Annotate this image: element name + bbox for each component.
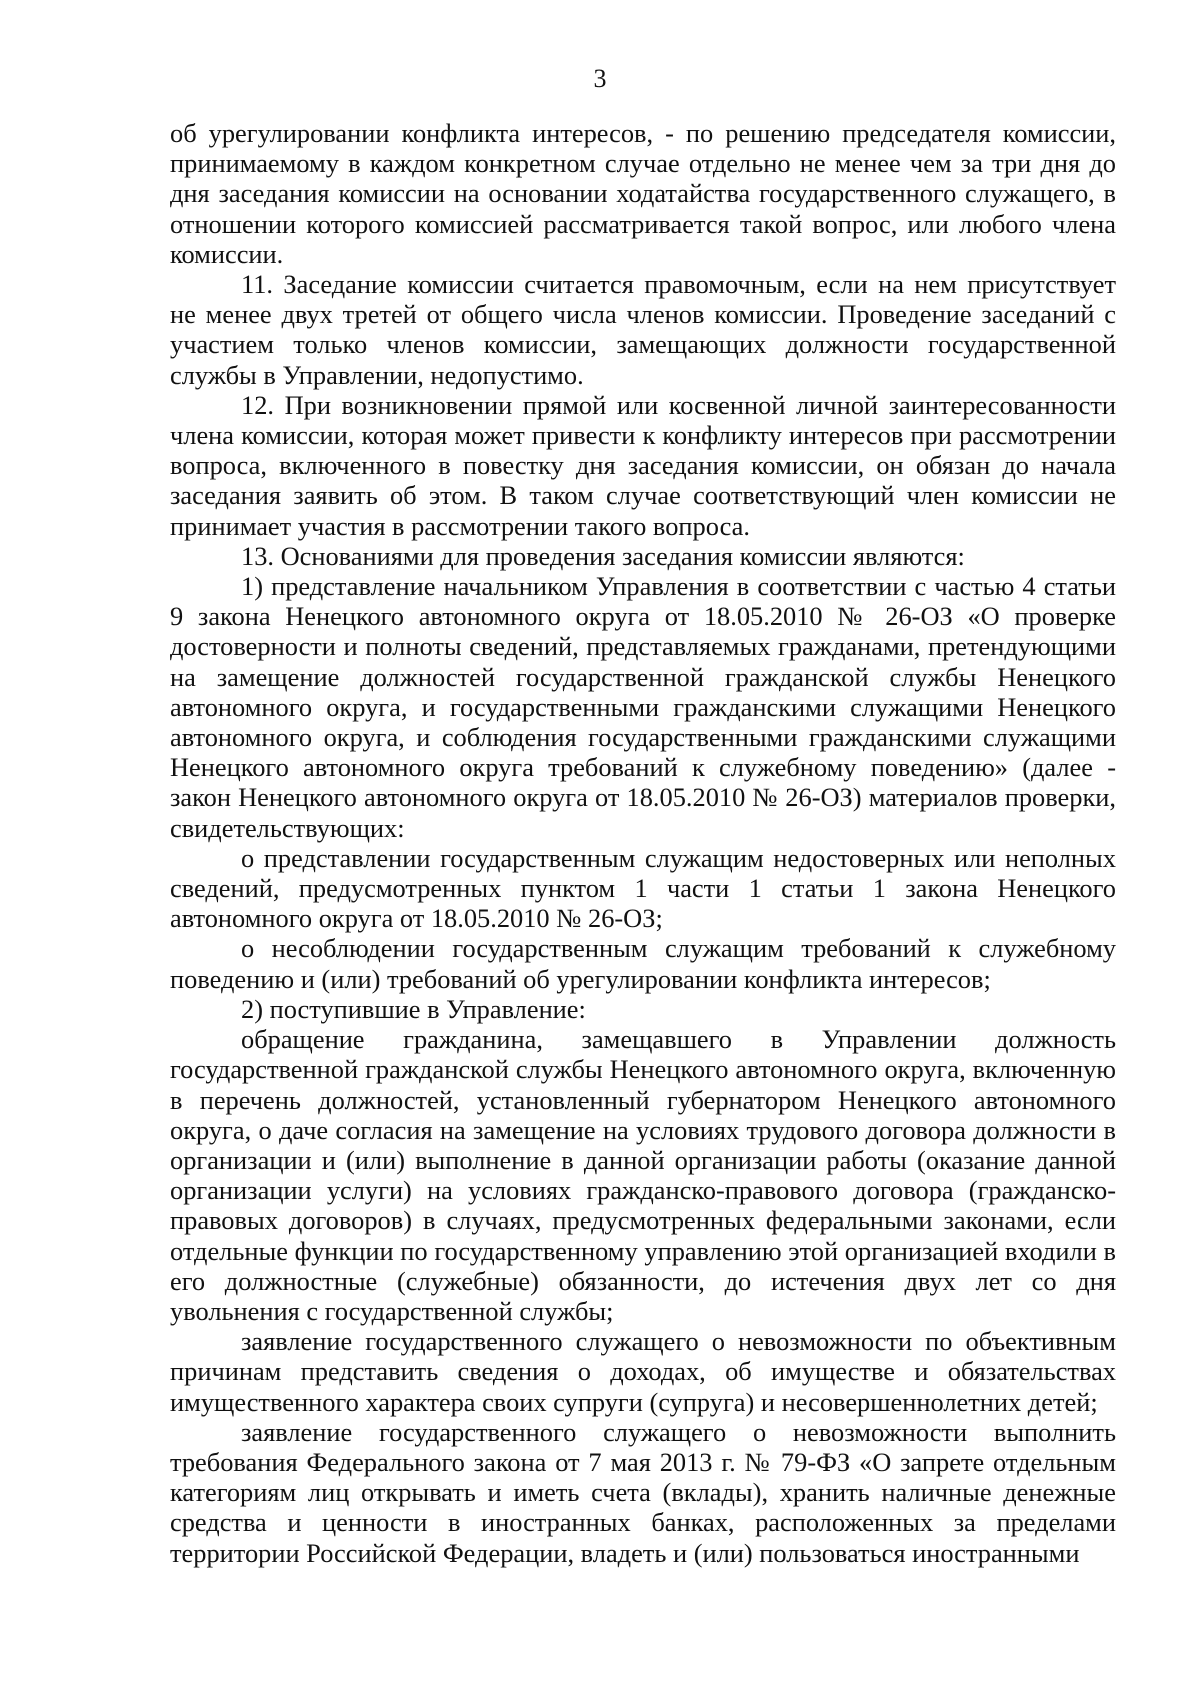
paragraph-subitem-1-clause-a: о представлении государственным служащим недостоверных или неполных сведений, предусмотренных пунктом 1 части 1 статьи 1 закона Ненецкого автономного округа от 18.05.2010 № 26-ОЗ; <box>170 842 1116 934</box>
paragraph-item-11: 11. Заседание комиссии считается правомочным, если на нем присутствует не менее двух третей от общего числа членов комиссии. Проведение заседаний с участием только членов комиссии, замещающих должности государственной службы в Управлении, недопустимо. <box>170 269 1116 390</box>
paragraph-subitem-2: 2) поступившие в Управление: <box>241 993 586 1024</box>
paragraph-continuation: об урегулировании конфликта интересов, - по решению председателя комиссии, принимаемому в каждом конкретном случае отдельно не менее чем за три дня до дня заседания комиссии на основании ходатайства государственного служащего, в отношении которого комиссией рассматривается такой вопрос, или любого члена комиссии. <box>170 118 1116 269</box>
paragraph-subitem-1: 1) представление начальником Управления в соответствии с частью 4 статьи 9 закона Ненецкого автономного округа от 18.05.2010 № 26-ОЗ «О проверке достоверности и полноты сведений, представляемых гражданами, претендующими на замещение должностей государственной гражданской службы Ненецкого автономного округа, и государственными гражданскими служащими Ненецкого автономного округа, и соблюдения государственными гражданскими служащими Ненецкого автономного округа требований к служебному поведению» (далее - закон Ненецкого автономного округа от 18.05.2010 № 26-ОЗ) материалов проверки, свидетельствующих: <box>170 571 1116 843</box>
paragraph-subitem-2-clause-b: заявление государственного служащего о невозможности по объективным причинам представить сведения о доходах, об имуществе и обязательствах имущественного характера своих супруги (супруга) и несовершеннолетних детей; <box>170 1326 1116 1417</box>
paragraph-item-13: 13. Основаниями для проведения заседания комиссии являются: <box>241 540 965 571</box>
paragraph-subitem-1-clause-b: о несоблюдении государственным служащим требований к служебному поведению и (или) требований об урегулировании конфликта интересов; <box>170 933 1116 994</box>
paragraph-subitem-2-clause-a: обращение гражданина, замещавшего в Управлении должность государственной гражданской службы Ненецкого автономного округа, включенную в перечень должностей, установленный губернатором Ненецкого автономного округа, о даче согласия на замещение на условиях трудового договора должности в организации и (или) выполнение в данной организации работы (оказание данной организации услуги) на условиях гражданско-правового договора (гражданско-правовых договоров) в случаях, предусмотренных федеральными законами, если отдельные функции по государственному управлению этой организацией входили в его должностные (служебные) обязанности, до истечения двух лет со дня увольнения с государственной службы; <box>170 1024 1116 1326</box>
paragraph-item-12: 12. При возникновении прямой или косвенной личной заинтересованности члена комиссии, которая может привести к конфликту интересов при рассмотрении вопроса, включенного в повестку дня заседания комиссии, он обязан до начала заседания заявить об этом. В таком случае соответствующий член комиссии не принимает участия в рассмотрении такого вопроса. <box>170 389 1116 541</box>
document-body <box>170 118 1116 1568</box>
page-number: 3 <box>593 64 607 93</box>
paragraph-subitem-2-clause-c: заявление государственного служащего о невозможности выполнить требования Федерального закона от 7 мая 2013 г. № 79-ФЗ «О запрете отдельным категориям лиц открывать и иметь счета (вклады), хранить наличные денежные средства и ценности в иностранных банках, расположенных за пределами территории Российской Федерации, владеть и (или) пользоваться иностранными <box>170 1416 1116 1568</box>
